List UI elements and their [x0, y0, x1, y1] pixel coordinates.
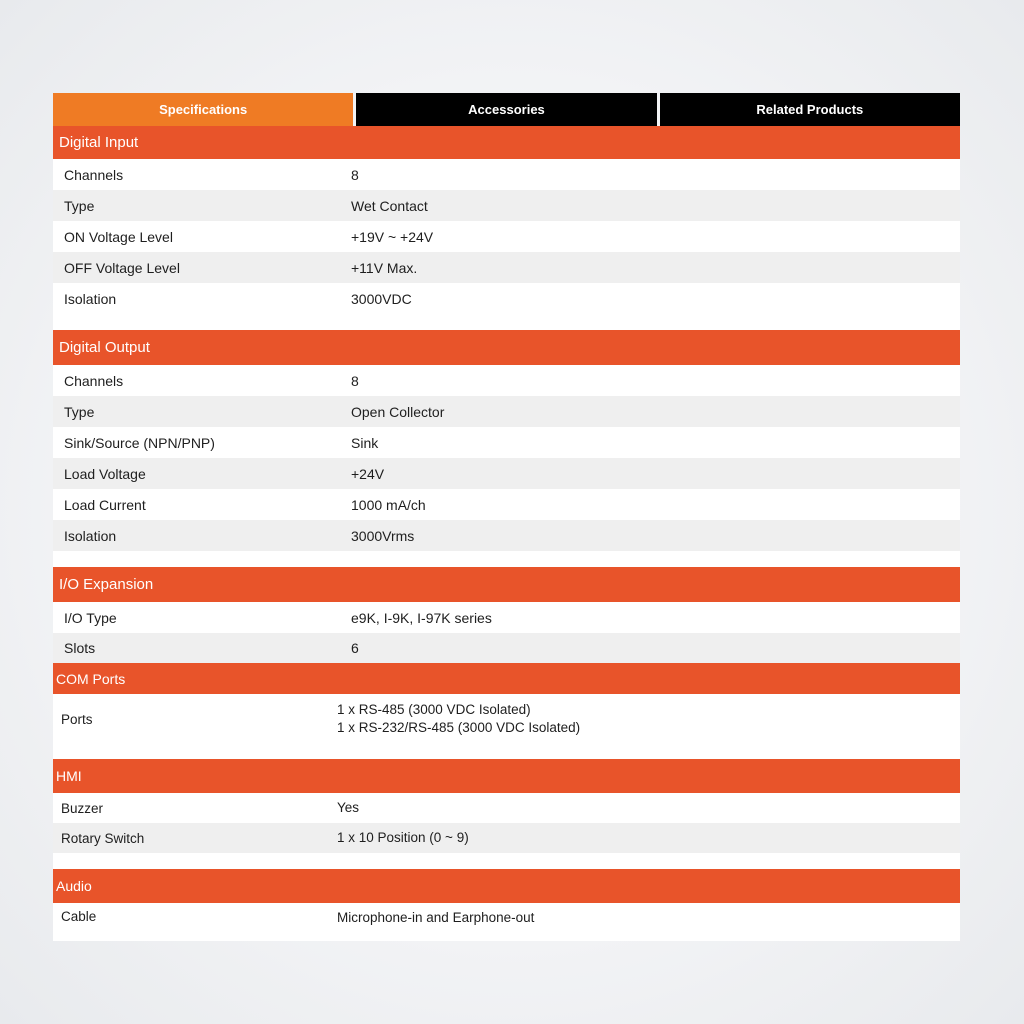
- table-row: [53, 190, 960, 221]
- table-row: [53, 159, 960, 190]
- row-label: Cable: [61, 909, 97, 924]
- section-header: Audio: [53, 869, 960, 903]
- tab-specifications[interactable]: Specifications: [53, 93, 353, 126]
- row-value: 1 x 10 Position (0 ~ 9): [337, 830, 469, 845]
- row-label: Sink/Source (NPN/PNP): [64, 434, 215, 451]
- spec-group-a: [53, 126, 960, 663]
- section-hmi: [53, 759, 960, 869]
- row-value: e9K, I-9K, I-97K series: [351, 609, 492, 626]
- section-com-ports: [53, 663, 960, 759]
- table-row: [53, 903, 960, 941]
- row-value: Yes: [337, 800, 360, 815]
- row-label: Isolation: [64, 290, 117, 307]
- row-value: 6: [351, 640, 359, 656]
- table-row: [53, 458, 960, 489]
- row-label: Load Voltage: [64, 465, 146, 482]
- section-digital-input: [53, 126, 960, 330]
- row-value: 3000Vrms: [351, 527, 415, 544]
- row-label: Buzzer: [61, 800, 104, 816]
- section-audio: [53, 869, 960, 941]
- row-value: +11V Max.: [351, 259, 418, 276]
- row-label: I/O Type: [64, 609, 117, 626]
- table-row: [53, 283, 960, 314]
- row-value: 8: [351, 166, 359, 183]
- row-label: Type: [64, 197, 95, 214]
- spec-group-b: [53, 663, 960, 941]
- row-value-line: 1 x RS-232/RS-485 (3000 VDC Isolated): [337, 720, 581, 735]
- section-header: COM Ports: [53, 663, 960, 694]
- tab-accessories[interactable]: Accessories: [356, 93, 656, 126]
- row-label: Load Current: [64, 496, 146, 513]
- row-value: Open Collector: [351, 403, 445, 420]
- table-row: [53, 694, 960, 744]
- row-value: Wet Contact: [351, 197, 428, 214]
- table-row: [53, 602, 960, 633]
- section-spacer: [53, 744, 960, 759]
- table-row: [53, 520, 960, 551]
- row-value: Sink: [351, 434, 379, 451]
- section-spacer: [53, 551, 960, 567]
- row-value: +19V ~ +24V: [351, 228, 434, 245]
- table-row: [53, 427, 960, 458]
- row-label: Channels: [64, 166, 124, 183]
- table-row: [53, 221, 960, 252]
- section-header: HMI: [53, 759, 960, 793]
- section-header: Digital Output: [53, 330, 960, 365]
- section-spacer: [53, 314, 960, 330]
- tab-bar: [53, 93, 960, 126]
- table-row: [53, 252, 960, 283]
- row-label: Rotary Switch: [61, 830, 145, 846]
- table-row: [53, 396, 960, 427]
- row-value: 1000 mA/ch: [351, 496, 426, 513]
- table-row: [53, 633, 960, 663]
- row-value: [337, 701, 580, 737]
- row-value: +24V: [351, 465, 385, 482]
- section-header: Digital Input: [53, 126, 960, 159]
- tab-related-products[interactable]: Related Products: [660, 93, 960, 126]
- spec-panel: [53, 93, 960, 941]
- table-row: [53, 489, 960, 520]
- row-label: Channels: [64, 372, 124, 389]
- table-row: [53, 365, 960, 396]
- row-label: ON Voltage Level: [64, 228, 173, 245]
- row-value: 3000VDC: [351, 290, 412, 307]
- section-digital-output: [53, 330, 960, 567]
- row-value: 8: [351, 372, 359, 389]
- row-label: Ports: [61, 711, 93, 727]
- section-spacer: [53, 853, 960, 869]
- row-value-line: 1 x RS-485 (3000 VDC Isolated): [337, 702, 531, 717]
- row-label: Type: [64, 403, 95, 420]
- table-row: [53, 823, 960, 853]
- row-label: Isolation: [64, 527, 117, 544]
- section-io-expansion: [53, 567, 960, 663]
- row-label: OFF Voltage Level: [64, 259, 180, 276]
- table-row: [53, 793, 960, 823]
- row-label: Slots: [64, 640, 96, 656]
- section-header: I/O Expansion: [53, 567, 960, 602]
- row-value: Microphone-in and Earphone-out: [337, 910, 535, 925]
